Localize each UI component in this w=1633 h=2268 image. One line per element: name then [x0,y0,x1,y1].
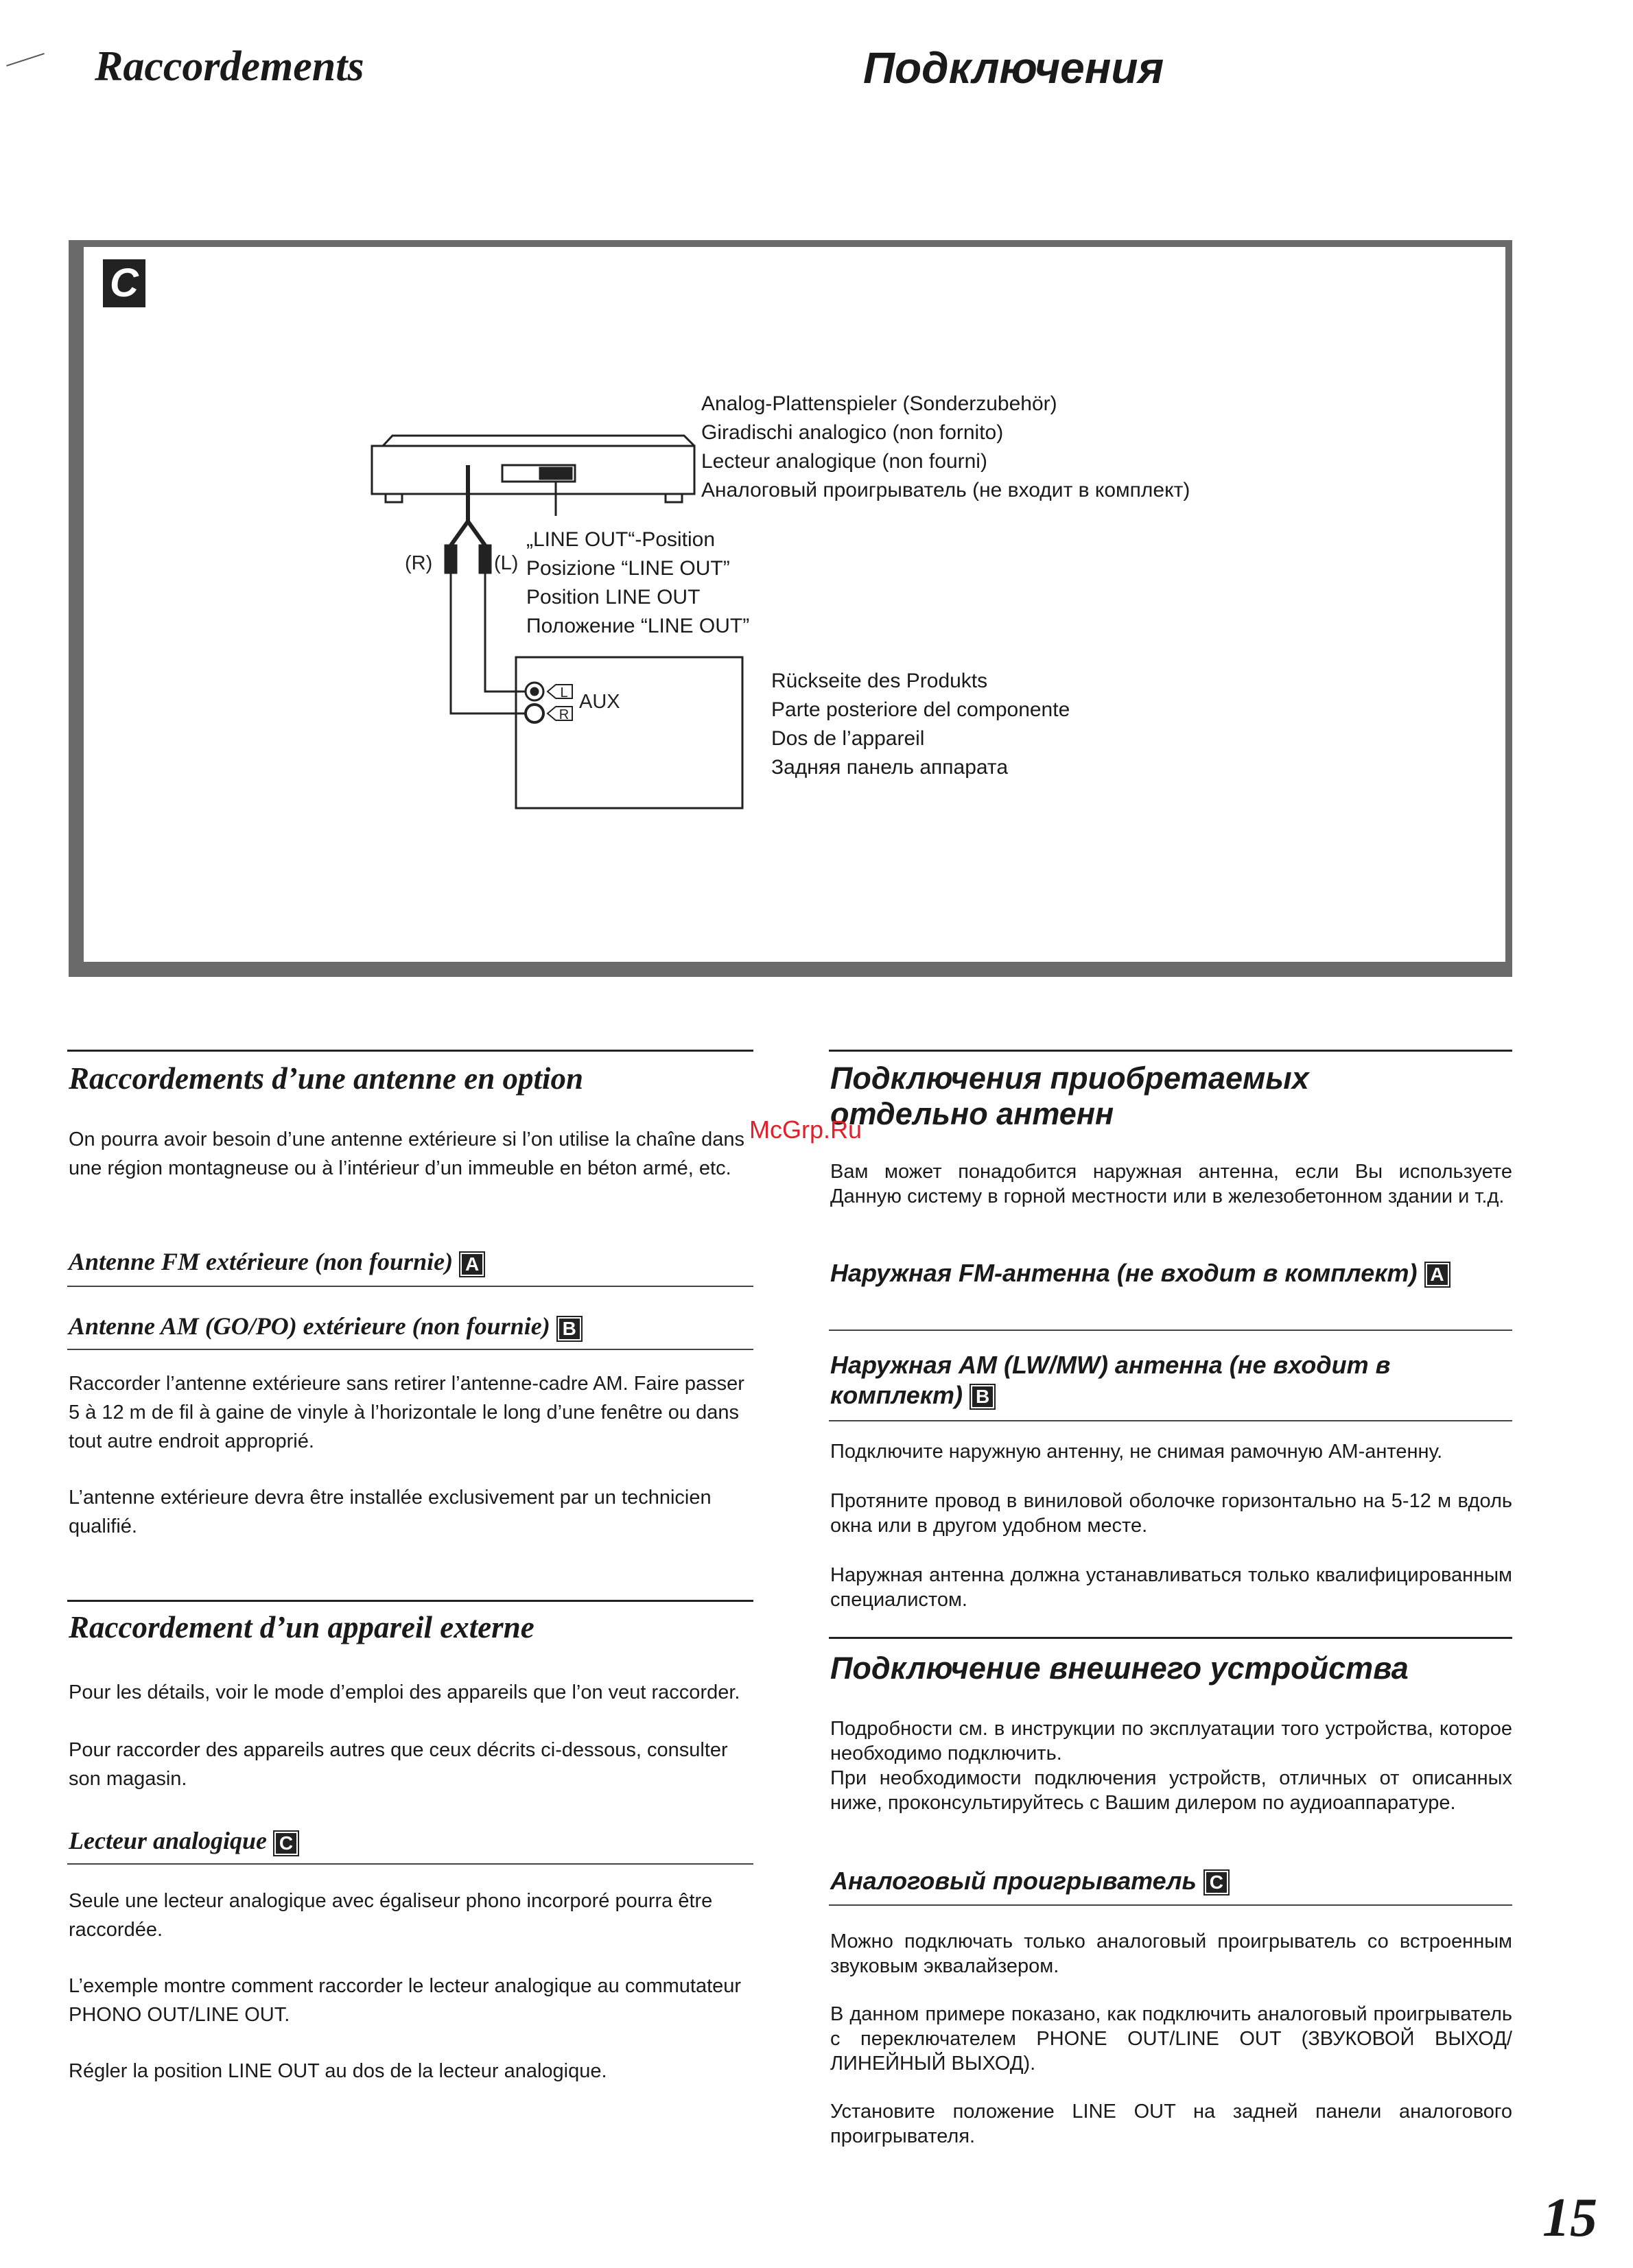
left-am-rule [67,1349,753,1350]
left-s2-p5: Régler la position LINE OUT au dos de la lecteur analogique. [69,2060,607,2082]
left-fm-text: Antenne FM extérieure (non fournie) [69,1248,454,1275]
lineout-label-it: Posizione “LINE OUT” [526,557,730,580]
right-fm-badge: A [1424,1262,1450,1288]
rear-label-ru: Задняя панель аппарата [771,756,1009,779]
left-s2-title: Raccordement d’un appareil externe [69,1610,534,1644]
lineout-label-fr: Position LINE OUT [526,586,701,609]
right-fm-rule [829,1330,1512,1331]
left-fm-rule [67,1286,753,1287]
connection-diagram [84,247,1497,960]
right-s2-p2: При необходимости подключения устройств, отличных от описанных ниже, проконсультируйтесь с Вашим дилером по аудиоаппаратуре. [830,1767,1512,1814]
rear-label [771,667,1070,782]
left-s1-p3: L’antenne extérieure devra être installée exclusivement par un technicien qualifié. [69,1487,712,1537]
right-s2-p3: Можно подключать только аналоговый проигрыватель со встроенным звуковым эквалайзером. [830,1930,1512,1977]
left-lecteur-badge: C [273,1830,299,1856]
left-s1-p1: On pourra avoir besoin d’une antenne extérieure si l’on utilise la chaîne dans une région montagneuse ou à l’intérieur d’un immeuble en béton armé, etc. [69,1129,745,1179]
rear-panel [516,657,742,808]
rear-label-fr: Dos de l’appareil [771,727,925,750]
right-s2-title: Подключение внешнего устройства [830,1651,1409,1686]
right-am-heading [830,1350,1512,1410]
jack-l-text: L [560,685,568,700]
left-s2-p3: Seule une lecteur analogique avec égaliseur phono incorporé pourra être raccordée. [69,1890,713,1941]
left-s1-p2: Raccorder l’antenne extérieure sans retirer l’antenne-cadre AM. Faire passer 5 à 12 m de fil à gaine de vinyle à l’horizontale le long d’une fenêtre ou dans tout autre endroit approprié. [69,1373,744,1452]
lineout-label [526,525,749,641]
plug-l-text: (L) [494,552,519,574]
figure-frame [69,240,1512,977]
right-s1-p1: Вам может понадобится наружная антенна, если Вы используете Данную систему в горной местности или в железобетонном здании и т.д. [830,1161,1512,1207]
left-s2-p1: Pour les détails, voir le mode d’emploi des appareils que l’on veut raccorder. [69,1681,740,1703]
left-s2-p2: Pour raccorder des appareils autres que ceux décrits ci-dessous, consulter son magasin. [69,1739,728,1790]
right-player-text: Аналоговый проигрыватель [830,1867,1197,1895]
aux-text: AUX [579,691,620,713]
left-am-heading [69,1312,583,1342]
right-am-rule [829,1420,1512,1421]
right-s1-p4: Наружная антенна должна устанавливаться только квалифицированным специалистом. [830,1564,1512,1611]
right-s2-p1: Подробности см. в инструкции по эксплуатации того устройства, которое необходимо подключить. [830,1718,1512,1764]
right-player-heading [830,1866,1230,1896]
watermark: McGrp.Ru [749,1115,862,1144]
right-fm-heading [830,1258,1512,1288]
left-am-badge: B [556,1316,583,1342]
turntable-label-fr: Lecteur analogique (non fourni) [701,450,987,473]
right-fm-text: Наружная FM-антенна (не входит в комплект) [830,1259,1418,1287]
rear-label-de: Rückseite des Produkts [771,670,988,692]
lineout-label-ru: Положение “LINE OUT” [526,615,750,637]
right-player-rule [829,1904,1512,1906]
page-title-ru: Подключения [863,43,1164,93]
figure-badge: C [103,259,145,307]
left-fm-badge: A [459,1251,485,1277]
left-lecteur-heading [69,1826,299,1856]
rear-label-it: Parte posteriore del componente [771,698,1070,721]
jack-r-text: R [559,707,569,722]
left-fm-heading [69,1247,485,1277]
left-am-text: Antenne AM (GO/PO) extérieure (non fournie) [69,1312,550,1340]
left-s1-title: Raccordements d’une antenne en option [69,1061,584,1096]
right-am-badge: B [970,1384,996,1410]
left-s2-p4: L’exemple montre comment raccorder le lecteur analogique au commutateur PHONO OUT/LINE OUT. [69,1975,742,2026]
corner-mark [6,53,45,67]
turntable-label-de: Analog-Plattenspieler (Sonderzubehör) [701,392,1057,415]
page-number: 15 [1542,2188,1597,2248]
plug-r-text: (R) [405,552,433,574]
turntable-label-ru: Аналоговый проигрыватель (не входит в комплект) [701,479,1190,501]
right-player-badge: C [1203,1869,1230,1895]
lineout-label-de: „LINE OUT“-Position [526,528,716,551]
left-lecteur-rule [67,1863,753,1865]
right-s1-p3: Протяните провод в виниловой оболочке горизонтально на 5-12 м вдоль окна или в другом удобном месте. [830,1490,1512,1537]
left-s2-rule [67,1600,753,1602]
right-s2-rule [829,1637,1512,1639]
left-lecteur-text: Lecteur analogique [69,1827,267,1854]
right-s2-p5: Установите положение LINE OUT на задней панели аналогового проигрывателя. [830,2101,1512,2147]
right-am-text: Наружная AM (LW/MW) антенна (не входит в комплект) [830,1351,1391,1409]
right-s1-title: Подключения приобретаемых отдельно антенн [830,1061,1309,1131]
turntable-body [372,446,694,494]
right-s2-p4: В данном примере показано, как подключить аналоговый проигрыватель с переключателем PHONE OUT/LINE OUT (ЗВУКОВОЙ ВЫХОД/ЛИНЕЙНЫЙ ВЫХОД). [830,2003,1512,2075]
right-s1-rule [829,1050,1512,1052]
right-s1-p2: Подключите наружную антенну, не снимая рамочную AM-антенну. [830,1441,1443,1463]
left-s1-rule [67,1050,753,1052]
turntable-label-it: Giradischi analogico (non fornito) [701,421,1004,444]
turntable-label [701,390,1190,505]
page-title-fr: Raccordements [95,43,364,90]
